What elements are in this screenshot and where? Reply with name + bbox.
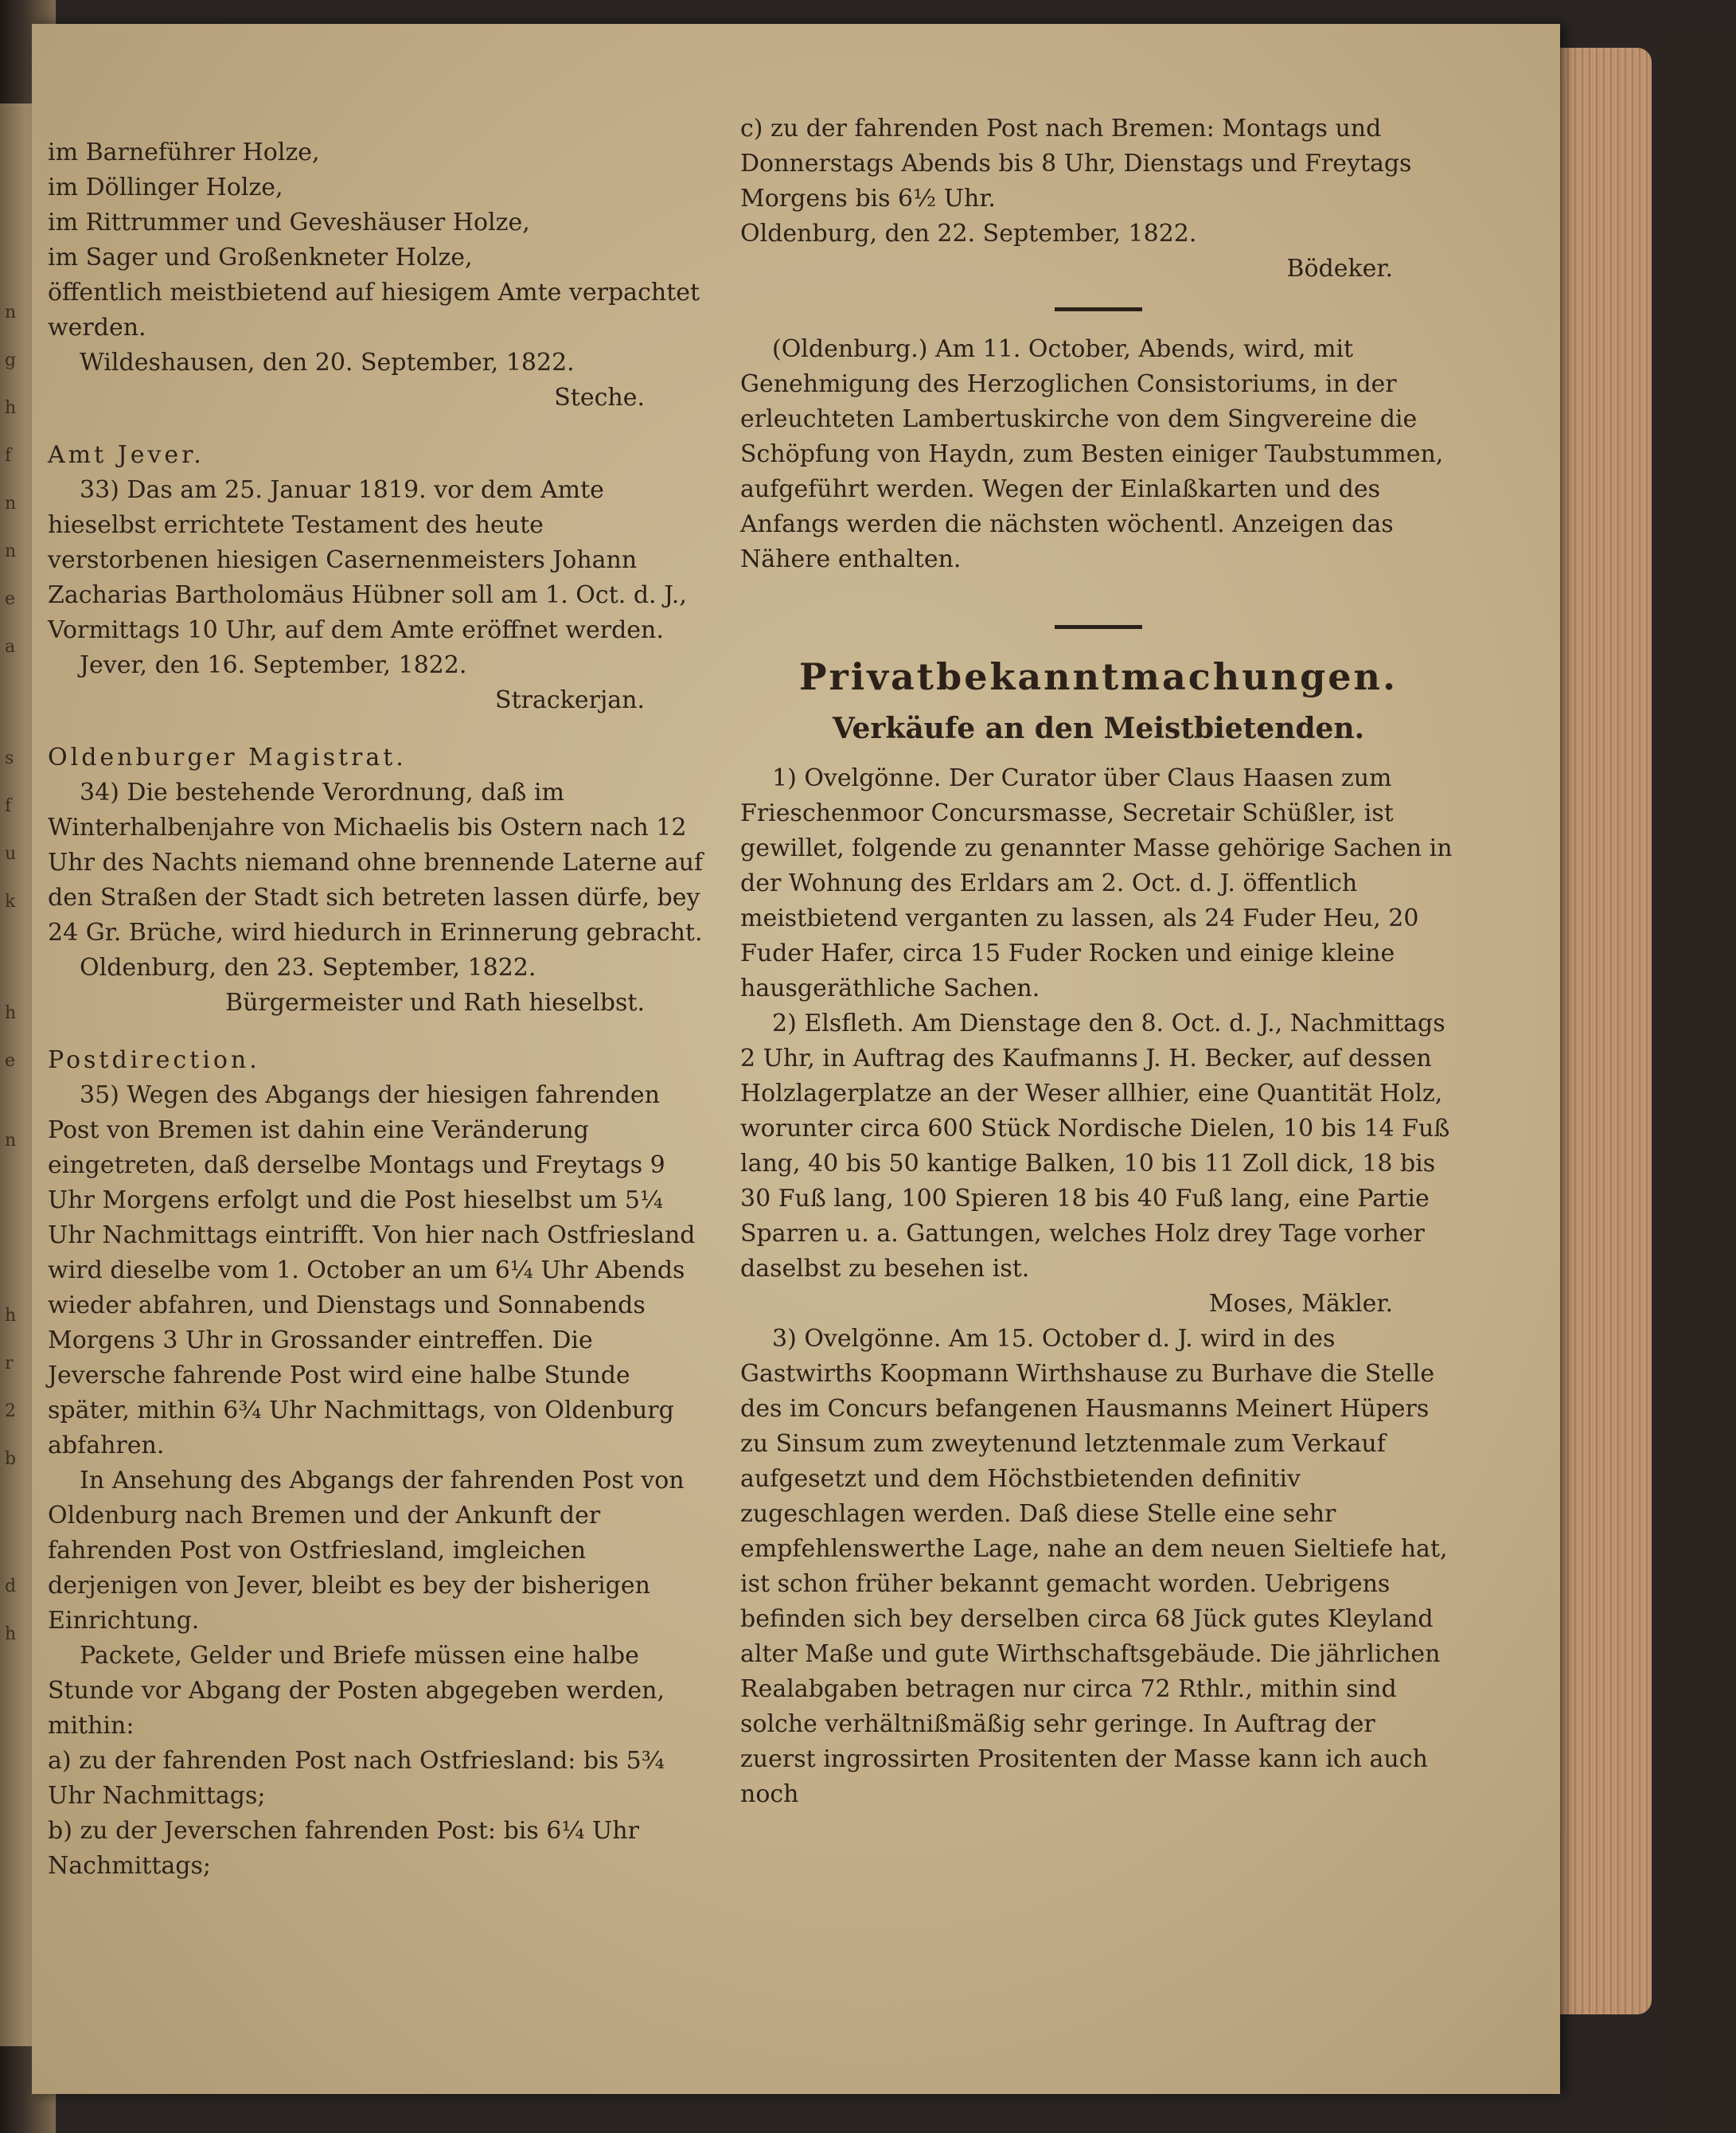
gutter-char: n — [5, 541, 17, 561]
section-rule — [1055, 307, 1142, 311]
gutter-char: k — [5, 892, 16, 912]
signature: Bürgermeister und Rath hieselbst. — [225, 989, 645, 1017]
signature: Moses, Mäkler. — [1208, 1290, 1393, 1318]
lease-text: öffentlich meistbietend auf hiesigem Amte verpachtet werden. — [48, 279, 700, 342]
section-title: Privatbekanntmachungen. — [798, 655, 1399, 698]
section-rule — [1055, 625, 1142, 629]
gutter-fragments — [5, 303, 29, 2054]
gutter-char: n — [5, 303, 17, 322]
forest-line: im Barneführer Holze, — [48, 139, 320, 166]
sale-1: 1) Ovelgönne. Der Curator über Claus Haasen zum Frieschenmoor Concursmasse, Secretair Schüßler, ist gewillet, folgende zu genannter Masse gehörige Sachen in der Wohnung des Erldars am 2. Oct. d. J. öffentlich meistbietend verganten zu lassen, als 24 Fuder Heu, 20 Fuder Hafer, circa 15 Fuder Rocken und einige kleine hausgeräthliche Sachen. — [740, 764, 1453, 1002]
left-column — [48, 135, 708, 1884]
gutter-char: g — [5, 350, 17, 370]
post-item-b: b) zu der Jeverschen fahrenden Post: bis 6¼ Uhr Nachmittags; — [48, 1817, 639, 1880]
section-subtitle: Verkäufe an den Meistbietenden. — [832, 712, 1365, 745]
gutter-char: r — [5, 1354, 14, 1373]
notice-33: 33) Das am 25. Januar 1819. vor dem Amte hieselbst errichtete Testament des heute verstorbenen hiesigen Casernenmeisters Johann Zacharias Bartholomäus Hübner soll am 1. Oct. d. J., Vormittags 10 Uhr, auf dem Amte eröffnet werden. — [48, 476, 687, 644]
sale-2: 2) Elsfleth. Am Dienstage den 8. Oct. d. J., Nachmittags 2 Uhr, in Auftrag des Kaufmanns J. H. Becker, auf dessen Holzlagerplatze an der Weser allhier, eine Quantität Holz, worunter circa 600 Stück Nordische Dielen, 10 bis 14 Fuß lang, 40 bis 50 kantige Balken, 10 bis 11 Zoll dick, 18 bis 30 Fuß lang, 100 Spieren 18 bis 40 Fuß lang, eine Partie Sparren u. a. Gattungen, welches Holz drey Tage vorher daselbst zu besehen ist. — [740, 1010, 1450, 1283]
concert-notice: (Oldenburg.) Am 11. October, Abends, wird, mit Genehmigung des Herzoglichen Consistoriums, in der erleuchteten Lambertuskirche von dem Singvereine die Schöpfung von Haydn, zum Besten einiger Taubstummen, aufgeführt werden. Wegen der Einlaßkarten und des Anfangs werden die nächsten wöchentl. Anzeigen das Nähere enthalten. — [740, 335, 1444, 573]
forest-line: im Sager und Großenkneter Holze, — [48, 244, 473, 272]
gutter-char: h — [5, 1003, 17, 1023]
gutter-char: f — [5, 796, 12, 816]
signature: Steche. — [554, 384, 645, 412]
forest-line: im Rittrummer und Geveshäuser Holze, — [48, 209, 530, 236]
dateline: Oldenburg, den 23. September, 1822. — [80, 954, 536, 982]
gutter-char: e — [5, 1051, 16, 1071]
gutter-char: 2 — [5, 1401, 16, 1421]
section-heading-magistrat: Oldenburger Magistrat. — [48, 744, 407, 772]
forest-line: im Döllinger Holze, — [48, 174, 283, 201]
gutter-char: h — [5, 1624, 17, 1644]
dateline: Wildeshausen, den 20. September, 1822. — [80, 349, 575, 377]
gutter-char: a — [5, 637, 16, 657]
signature: Strackerjan. — [495, 686, 645, 714]
notice-35-continued: In Ansehung des Abgangs der fahrenden Post von Oldenburg nach Bremen und der Ankunft der fahrenden Post von Ostfriesland, imgleichen derjenigen von Jever, bleibt es bey der bisherigen Einrichtung. — [48, 1467, 685, 1635]
notice-35-packets: Packete, Gelder und Briefe müssen eine halbe Stunde vor Abgang der Posten abgegeben werden, mithin: — [48, 1642, 665, 1740]
page-block-edges — [1556, 48, 1652, 2014]
signature: Bödeker. — [1286, 255, 1393, 283]
section-heading-post: Postdirection. — [48, 1046, 260, 1074]
gutter-char: u — [5, 844, 17, 864]
gutter-char: h — [5, 1306, 17, 1326]
gutter-char: b — [5, 1449, 17, 1469]
gutter-char: e — [5, 589, 16, 609]
gutter-char: s — [5, 748, 14, 768]
sale-3: 3) Ovelgönne. Am 15. October d. J. wird in des Gastwirths Koopmann Wirthshause zu Burhave die Stelle des im Concurs befangenen Hausmanns Meinert Hüpers zu Sinsum zum zweytenund letztenmale zum Verkauf aufgesetzt und dem Höchstbietenden definitiv zugeschlagen werden. Daß diese Stelle eine sehr empfehlenswerthe Lage, nahe an dem neuen Sieltiefe hat, ist schon früher bekannt gemacht worden. Uebrigens befinden sich bey derselben circa 68 Jück gutes Kleyland alter Maße und gute Wirthschaftsgebäude. Die jährlichen Realabgaben betragen nur circa 72 Rthlr., mithin sind solche verhältnißmäßig sehr geringe. In Auftrag der zuerst ingrossirten Prositenten der Masse kann ich auch noch — [740, 1325, 1448, 1808]
gutter-char: h — [5, 398, 17, 418]
notice-34: 34) Die bestehende Verordnung, daß im Winterhalbenjahre von Michaelis bis Ostern nach 12 Uhr des Nachts niemand ohne brennende Laterne auf den Straßen der Stadt sich betreten lassen dürfe, bey 24 Gr. Brüche, wird hiedurch in Erinnerung gebracht. — [48, 779, 704, 947]
notice-35: 35) Wegen des Abgangs der hiesigen fahrenden Post von Bremen ist dahin eine Veränderung eingetreten, daß derselbe Montags und Freytags 9 Uhr Morgens erfolgt und die Post hieselbst um 5¼ Uhr Nachmittags eintrifft. Von hier nach Ostfriesland wird dieselbe vom 1. October an um 6¼ Uhr Abends wieder abfahren, und Dienstags und Sonnabends Morgens 3 Uhr in Grossander eintreffen. Die Jeversche fahrende Post wird eine halbe Stunde später, mithin 6¾ Uhr Nachmittags, von Oldenburg abfahren. — [48, 1081, 696, 1459]
right-column — [740, 111, 1457, 1812]
dateline: Jever, den 16. September, 1822. — [80, 651, 467, 679]
section-heading-jever: Amt Jever. — [48, 441, 205, 469]
post-item-a: a) zu der fahrenden Post nach Ostfriesland: bis 5¾ Uhr Nachmittags; — [48, 1747, 665, 1810]
post-item-c: c) zu der fahrenden Post nach Bremen: Montags und Donnerstags Abends bis 8 Uhr, Dienstags und Freytags Morgens bis 6½ Uhr. — [740, 115, 1412, 213]
dateline: Oldenburg, den 22. September, 1822. — [740, 220, 1197, 248]
background-right — [1652, 32, 1736, 2133]
gutter-char: d — [5, 1576, 17, 1596]
gutter-char: f — [5, 446, 12, 466]
gutter-char: n — [5, 1131, 17, 1150]
gutter-char: n — [5, 494, 17, 514]
